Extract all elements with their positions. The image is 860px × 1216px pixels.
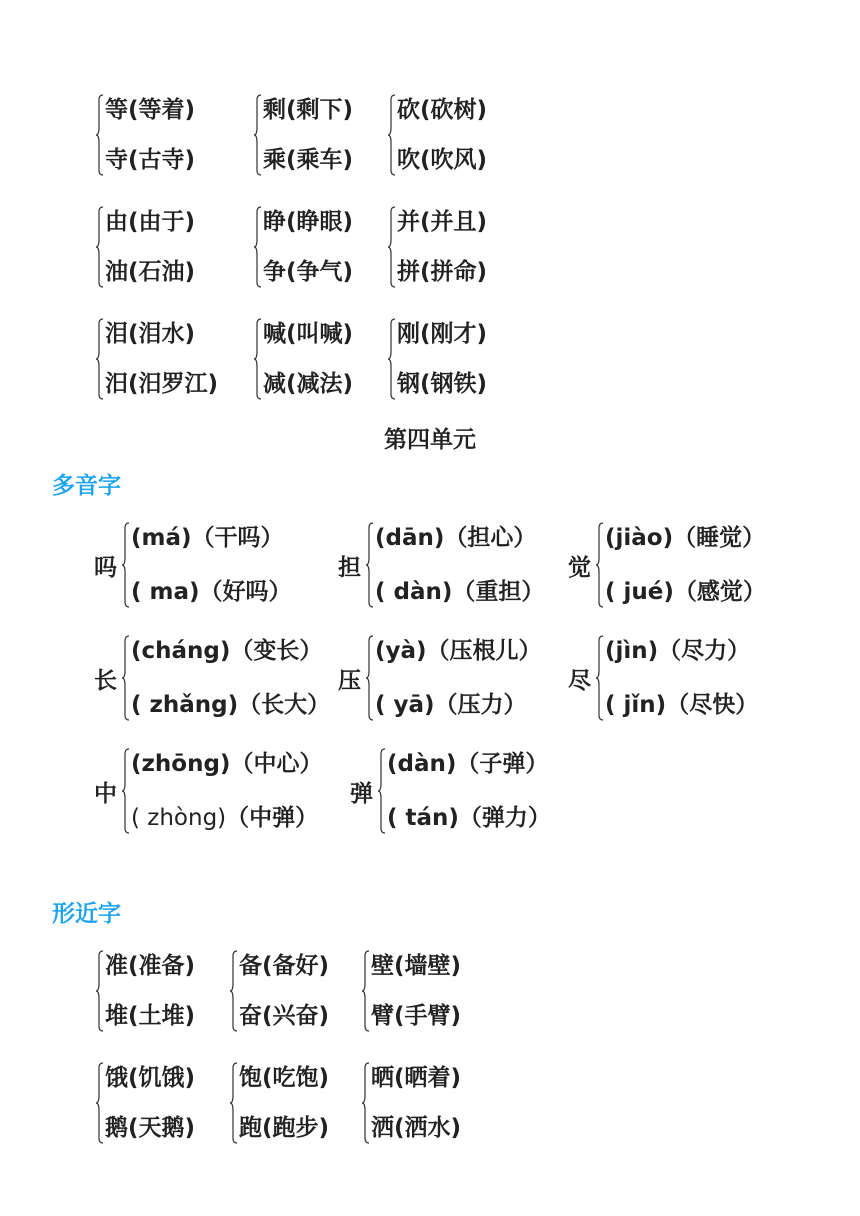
word-item: 乘(乘车) xyxy=(263,147,354,173)
polyphone-line xyxy=(131,802,322,834)
polyphone-char: 觉 xyxy=(568,554,591,581)
polyphone-group xyxy=(338,522,544,608)
brace-icon xyxy=(254,94,262,176)
pinyin: (zhōng) xyxy=(131,751,231,777)
pinyin: (jìn) xyxy=(605,638,659,664)
brace-icon xyxy=(230,950,238,1032)
example-word: （重担） xyxy=(452,579,545,605)
polyphone-char: 弹 xyxy=(350,780,373,807)
brace-icon xyxy=(122,635,130,721)
example-word: （中弹） xyxy=(226,805,319,831)
polyphone-line xyxy=(131,635,330,667)
polyphone-line xyxy=(131,576,292,608)
polyphone-line xyxy=(375,689,542,721)
brace-icon xyxy=(96,206,104,288)
pinyin: (yà) xyxy=(375,638,427,664)
polyphone-line xyxy=(131,689,330,721)
section-title-similar: 形近字 xyxy=(52,901,121,927)
brace-icon xyxy=(366,635,374,721)
brace-icon xyxy=(388,318,396,400)
brace-icon xyxy=(596,522,604,608)
pinyin: ( dàn) xyxy=(375,579,453,605)
example-word: （长大） xyxy=(238,692,331,718)
pinyin: (dàn) xyxy=(387,751,457,777)
pinyin: (cháng) xyxy=(131,638,231,664)
example-word: （担心） xyxy=(444,525,537,551)
word-item: 由(由于) xyxy=(105,209,196,235)
word-item: 油(石油) xyxy=(105,259,196,285)
word-item: 减(减法) xyxy=(263,371,354,397)
polyphone-char: 长 xyxy=(94,667,117,694)
brace-icon xyxy=(96,1062,104,1144)
polyphone-char: 尽 xyxy=(568,667,591,694)
word-item: 吹(吹风) xyxy=(397,147,488,173)
word-item: 准(准备) xyxy=(105,953,196,979)
polyphone-group xyxy=(350,748,551,834)
brace-icon xyxy=(366,522,374,608)
polyphone-line xyxy=(375,635,542,667)
pinyin: (jiào) xyxy=(605,525,674,551)
pinyin: (má) xyxy=(131,525,192,551)
example-word: （子弹） xyxy=(456,751,549,777)
polyphone-line xyxy=(605,689,758,721)
pair-group xyxy=(254,206,353,288)
polyphone-char: 中 xyxy=(94,780,117,807)
word-item: 备(备好) xyxy=(239,953,330,979)
word-item: 争(争气) xyxy=(263,259,354,285)
pinyin: (dān) xyxy=(375,525,445,551)
pair-group xyxy=(96,206,195,288)
word-item: 喊(叫喊) xyxy=(263,321,354,347)
brace-icon xyxy=(388,94,396,176)
pair-group xyxy=(388,94,487,176)
brace-icon xyxy=(96,94,104,176)
pair-group xyxy=(96,1062,195,1144)
example-word: （尽力） xyxy=(658,638,751,664)
pinyin: ( zhòng) xyxy=(131,805,227,831)
brace-icon xyxy=(122,522,130,608)
pinyin: ( jué) xyxy=(605,579,674,605)
word-item: 鹅(天鹅) xyxy=(105,1115,196,1141)
word-item: 泪(泪水) xyxy=(105,321,196,347)
brace-icon xyxy=(362,950,370,1032)
word-item: 跑(跑步) xyxy=(239,1115,330,1141)
word-item: 晒(晒着) xyxy=(371,1065,462,1091)
word-item: 洒(洒水) xyxy=(371,1115,462,1141)
pair-group xyxy=(362,1062,461,1144)
example-word: （睡觉） xyxy=(673,525,766,551)
example-word: （干吗） xyxy=(191,525,284,551)
pair-group xyxy=(230,950,329,1032)
word-item: 剩(剩下) xyxy=(263,97,354,123)
example-word: （好吗） xyxy=(199,579,292,605)
brace-icon xyxy=(254,206,262,288)
word-item: 并(并且) xyxy=(397,209,488,235)
brace-icon xyxy=(362,1062,370,1144)
brace-icon xyxy=(388,206,396,288)
polyphone-line xyxy=(131,522,292,554)
word-item: 拼(拼命) xyxy=(397,259,488,285)
polyphone-line xyxy=(387,748,551,780)
example-word: （中心） xyxy=(230,751,323,777)
polyphone-group xyxy=(94,635,330,721)
example-word: （压根儿） xyxy=(426,638,542,664)
polyphone-line xyxy=(605,522,766,554)
word-item: 壁(墙壁) xyxy=(371,953,462,979)
word-item: 刚(刚才) xyxy=(397,321,488,347)
brace-icon xyxy=(378,748,386,834)
brace-icon xyxy=(96,950,104,1032)
word-item: 等(等着) xyxy=(105,97,196,123)
pair-group xyxy=(388,206,487,288)
polyphone-line xyxy=(605,635,758,667)
pair-group xyxy=(96,318,218,400)
pair-group xyxy=(96,950,195,1032)
word-item: 堆(土堆) xyxy=(105,1003,196,1029)
pinyin: ( tán) xyxy=(387,805,459,831)
polyphone-group xyxy=(338,635,542,721)
pinyin: ( jǐn) xyxy=(605,692,667,718)
pair-group xyxy=(230,1062,329,1144)
polyphone-group xyxy=(94,522,292,608)
polyphone-char: 吗 xyxy=(94,554,117,581)
pair-group xyxy=(254,318,353,400)
pinyin: ( yā) xyxy=(375,692,435,718)
polyphone-line xyxy=(605,576,766,608)
example-word: （压力） xyxy=(434,692,527,718)
pair-group xyxy=(254,94,353,176)
example-word: （弹力） xyxy=(458,805,551,831)
word-item: 钢(钢铁) xyxy=(397,371,488,397)
pinyin: ( zhǎng) xyxy=(131,692,239,718)
unit-title: 第四单元 xyxy=(384,427,476,453)
word-item: 奋(兴奋) xyxy=(239,1003,330,1029)
polyphone-group xyxy=(568,635,758,721)
word-item: 汨(汨罗江) xyxy=(105,371,219,397)
brace-icon xyxy=(596,635,604,721)
pair-group xyxy=(96,94,195,176)
brace-icon xyxy=(122,748,130,834)
example-word: （感觉） xyxy=(673,579,766,605)
polyphone-line xyxy=(375,522,544,554)
brace-icon xyxy=(96,318,104,400)
section-title-polyphone: 多音字 xyxy=(52,473,121,499)
word-item: 寺(古寺) xyxy=(105,147,196,173)
word-item: 砍(砍树) xyxy=(397,97,488,123)
pair-group xyxy=(388,318,487,400)
word-item: 臂(手臂) xyxy=(371,1003,462,1029)
polyphone-line xyxy=(387,802,551,834)
pair-group xyxy=(362,950,461,1032)
polyphone-line xyxy=(131,748,322,780)
brace-icon xyxy=(230,1062,238,1144)
example-word: （尽快） xyxy=(666,692,759,718)
polyphone-line xyxy=(375,576,544,608)
word-item: 饿(饥饿) xyxy=(105,1065,196,1091)
polyphone-group xyxy=(568,522,766,608)
brace-icon xyxy=(254,318,262,400)
word-item: 睁(睁眼) xyxy=(263,209,354,235)
pinyin: ( ma) xyxy=(131,579,200,605)
polyphone-char: 压 xyxy=(338,667,361,694)
word-item: 饱(吃饱) xyxy=(239,1065,330,1091)
example-word: （变长） xyxy=(230,638,323,664)
polyphone-char: 担 xyxy=(338,554,361,581)
polyphone-group xyxy=(94,748,322,834)
